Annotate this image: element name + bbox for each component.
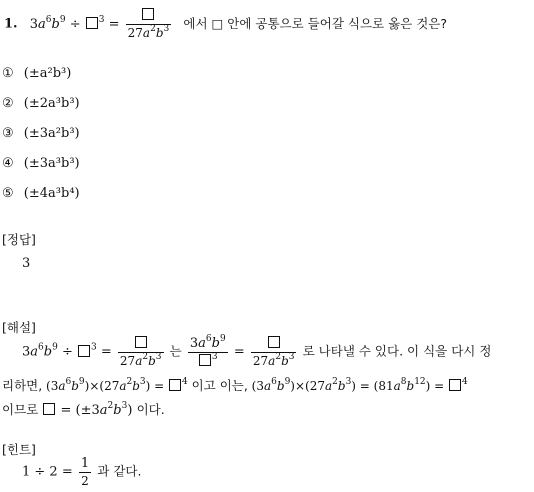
question-line [4, 8, 447, 40]
answer-label: [정답] [2, 232, 36, 247]
option-4[interactable] [2, 156, 80, 171]
question-number: 1. [4, 16, 18, 32]
explanation-line-3: 이므로 = $(\pm 3a^2b^3)$ 이다. [2, 401, 165, 418]
option-3[interactable] [2, 126, 80, 141]
option-expr: (±3a³b³) [23, 156, 80, 171]
option-expr: (±3a²b³) [23, 126, 80, 141]
option-1[interactable] [2, 66, 71, 81]
option-marker: ② [2, 96, 14, 111]
explanation-line-1: $3a^6b^9 \div ^3$ = $27a^2b^3$ 는 $\frac{3a^6b^9}{^3}$ = $27a^2b^3$ 로 나타낼 수 있다. 이 식을 다시 정 [22, 334, 492, 368]
option-marker: ⑤ [2, 186, 14, 201]
answer-value: 3 [22, 256, 31, 271]
explanation-line-2: 리하면, $(3a^6b^9)\times(27a^2b^3) = ^4$ 이고 이는, $(3a^6b^9)\times(27a^2b^3) = (81a^8b^{12}) = ^4$ [2, 377, 468, 393]
option-expr: (±2a³b³) [23, 96, 80, 111]
option-marker: ① [2, 66, 14, 81]
option-5[interactable] [2, 186, 80, 201]
option-marker: ③ [2, 126, 14, 141]
option-expr: (±a²b³) [23, 66, 72, 81]
option-2[interactable] [2, 96, 80, 111]
option-expr: (±4a³b⁴) [23, 186, 80, 201]
explanation-label: [해설] [2, 320, 36, 335]
question-equation: $3a^6b^9 \div ^3$ = $27a^2b^3$ [30, 17, 178, 32]
hint-line: 1 ÷ 2 = $\frac{1}{2}$ 과 같다. [22, 456, 142, 488]
option-marker: ④ [2, 156, 14, 171]
hint-label: [힌트] [2, 442, 36, 457]
question-text: 에서 □ 안에 공통으로 들어갈 식으로 옳은 것은? [183, 15, 447, 31]
